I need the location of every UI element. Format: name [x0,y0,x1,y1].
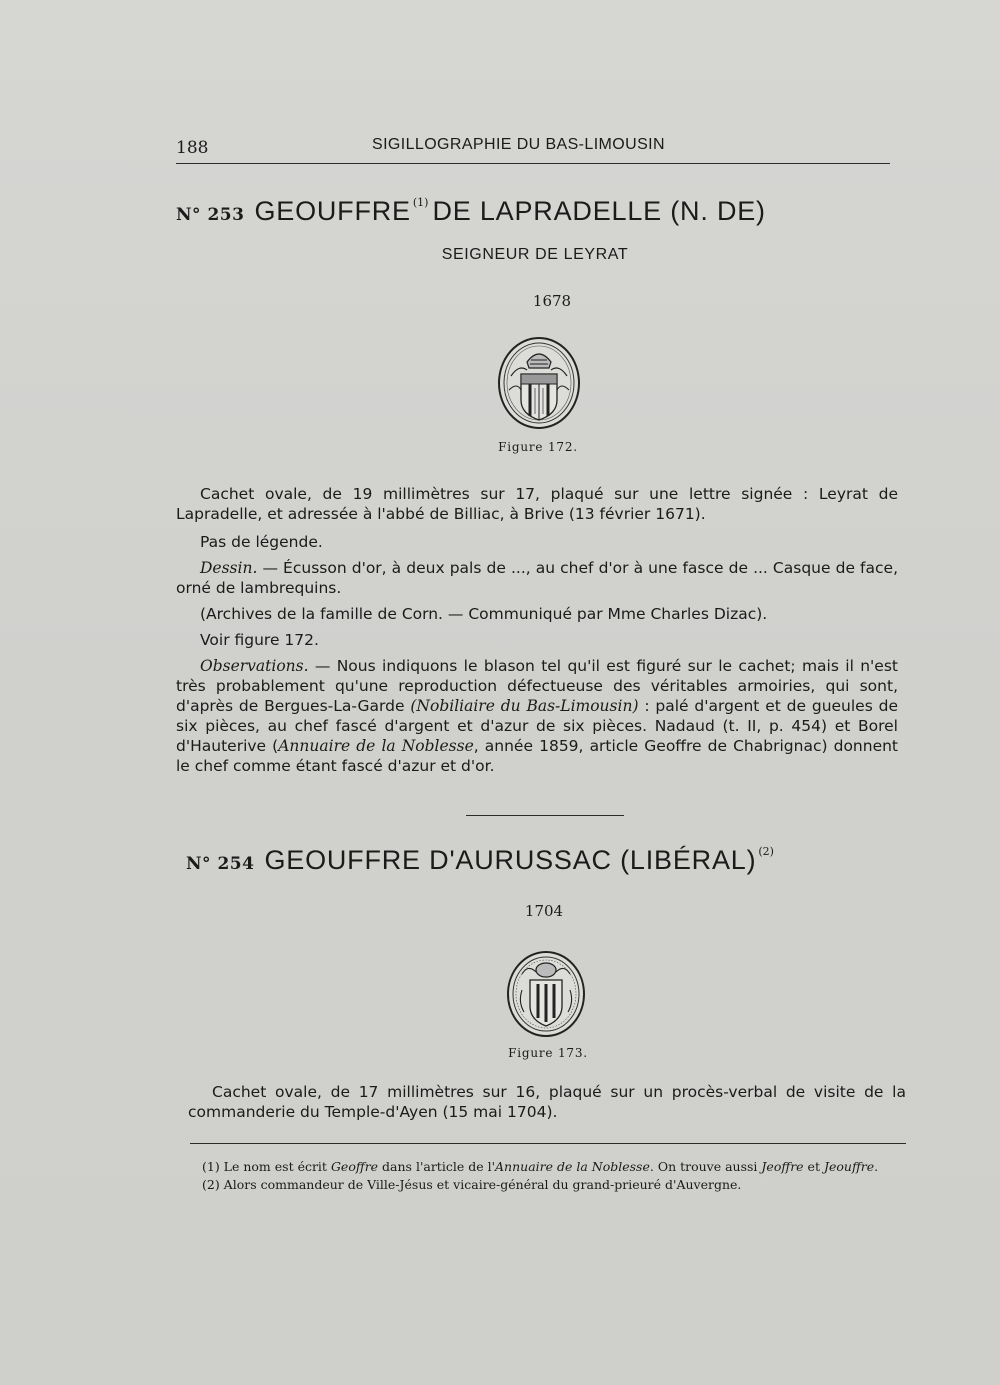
entry-254-number: N° 254 [186,854,255,874]
footnote-1-text-g: et [803,1159,824,1174]
figure-172-caption: Figure 172. [498,440,578,454]
entry-254-footnote-ref: (2) [758,845,774,858]
observations-label: Observations. [200,657,309,675]
section-separator [466,815,624,816]
footnote-1-jeoffre: Jeoffre [761,1159,804,1174]
entry-253-name-a: GEOUFFRE [254,196,411,226]
entry-254-name: GEOUFFRE D'AURUSSAC (LIBÉRAL) [264,845,757,875]
entry-253-paragraph-3 [176,558,898,598]
entry-253-name-b: DE LAPRADELLE (N. DE) [432,196,766,226]
dessin-text: — Écusson d'or, à deux pals de ..., au chef d'or à une fasce de ... Casque de face, orné de lambrequins. [176,559,898,597]
entry-253-subtitle: SEIGNEUR DE LEYRAT [441,246,629,263]
footnote-1-annuaire: Annuaire de la Noblesse [495,1159,650,1174]
entry-253-heading [176,196,766,227]
footnote-1-text-i: . [874,1159,879,1174]
observations-text-c: : palé d'argent et de gueules de six pièces, au chef fascé d'argent et d'azur de six pièces. Nadaud (t. II, p. 454) et Borel d'Hauterive ( [176,697,899,755]
footnote-1-geoffre: Geoffre [330,1159,379,1174]
observations-text-a: — Nous indiquons le blason tel qu'il est figuré sur le cachet; mais il n'est très probablement qu'une reproduction défectueuse des véritables armoiries, qui sont, d'après de Bergues-La-Garde [176,657,898,715]
dessin-label: Dessin. [200,559,258,577]
observations-citation-1: (Nobiliaire du Bas-Limousin) [410,697,639,715]
running-head [176,134,890,164]
running-title: SIGILLOGRAPHIE DU BAS-LIMOUSIN [372,136,665,153]
footnote-1-text-e: . On trouve aussi [649,1159,762,1174]
footnote-1-text-c: dans l'article de l' [378,1159,496,1174]
footnote-2: (2) Alors commandeur de Ville-Jésus et vicaire-général du grand-prieuré d'Auvergne. [202,1177,742,1192]
footnotes [202,1158,922,1194]
observations-citation-2: Annuaire de la Noblesse [278,737,474,755]
seal-figure-172 [497,336,581,430]
entry-253-body [176,484,898,782]
entry-253-number: N° 253 [176,205,245,225]
seal-figure-173 [506,950,586,1038]
entry-253-year: 1678 [532,292,572,310]
observations-text-e: , année 1859, article Geoffre de Chabrignac) donnent le chef comme étant fascé d'azur et d'or. [176,737,899,775]
entry-253-paragraph-4: (Archives de la famille de Corn. — Communiqué par Mme Charles Dizac). [200,605,768,623]
entry-254-paragraph-1: Cachet ovale, de 17 millimètres sur 16, plaqué sur un procès-verbal de visite de la commanderie du Temple-d'Ayen (15 mai 1704). [188,1083,906,1121]
entry-253-footnote-ref: (1) [412,196,429,209]
footnote-rule [190,1143,906,1144]
header-rule [176,163,890,164]
figure-173-caption: Figure 173. [508,1046,588,1060]
entry-253-paragraph-5: Voir figure 172. [200,631,319,649]
footnote-1-jeouffre: Jeouffre [823,1159,875,1174]
entry-254-body [188,1082,906,1128]
entry-254-year: 1704 [524,902,564,920]
entry-253-paragraph-6 [176,656,898,776]
footnote-1 [202,1158,922,1176]
entry-253-paragraph-1: Cachet ovale, de 19 millimètres sur 17, plaqué sur une lettre signée : Leyrat de Lapradelle, et adressée à l'abbé de Billiac, à Brive (13 février 1671). [176,485,898,523]
entry-253-paragraph-2: Pas de légende. [200,533,323,551]
entry-254-heading [186,845,778,876]
page-number: 188 [176,138,209,158]
footnote-1-text-a: (1) Le nom est écrit [202,1159,331,1174]
